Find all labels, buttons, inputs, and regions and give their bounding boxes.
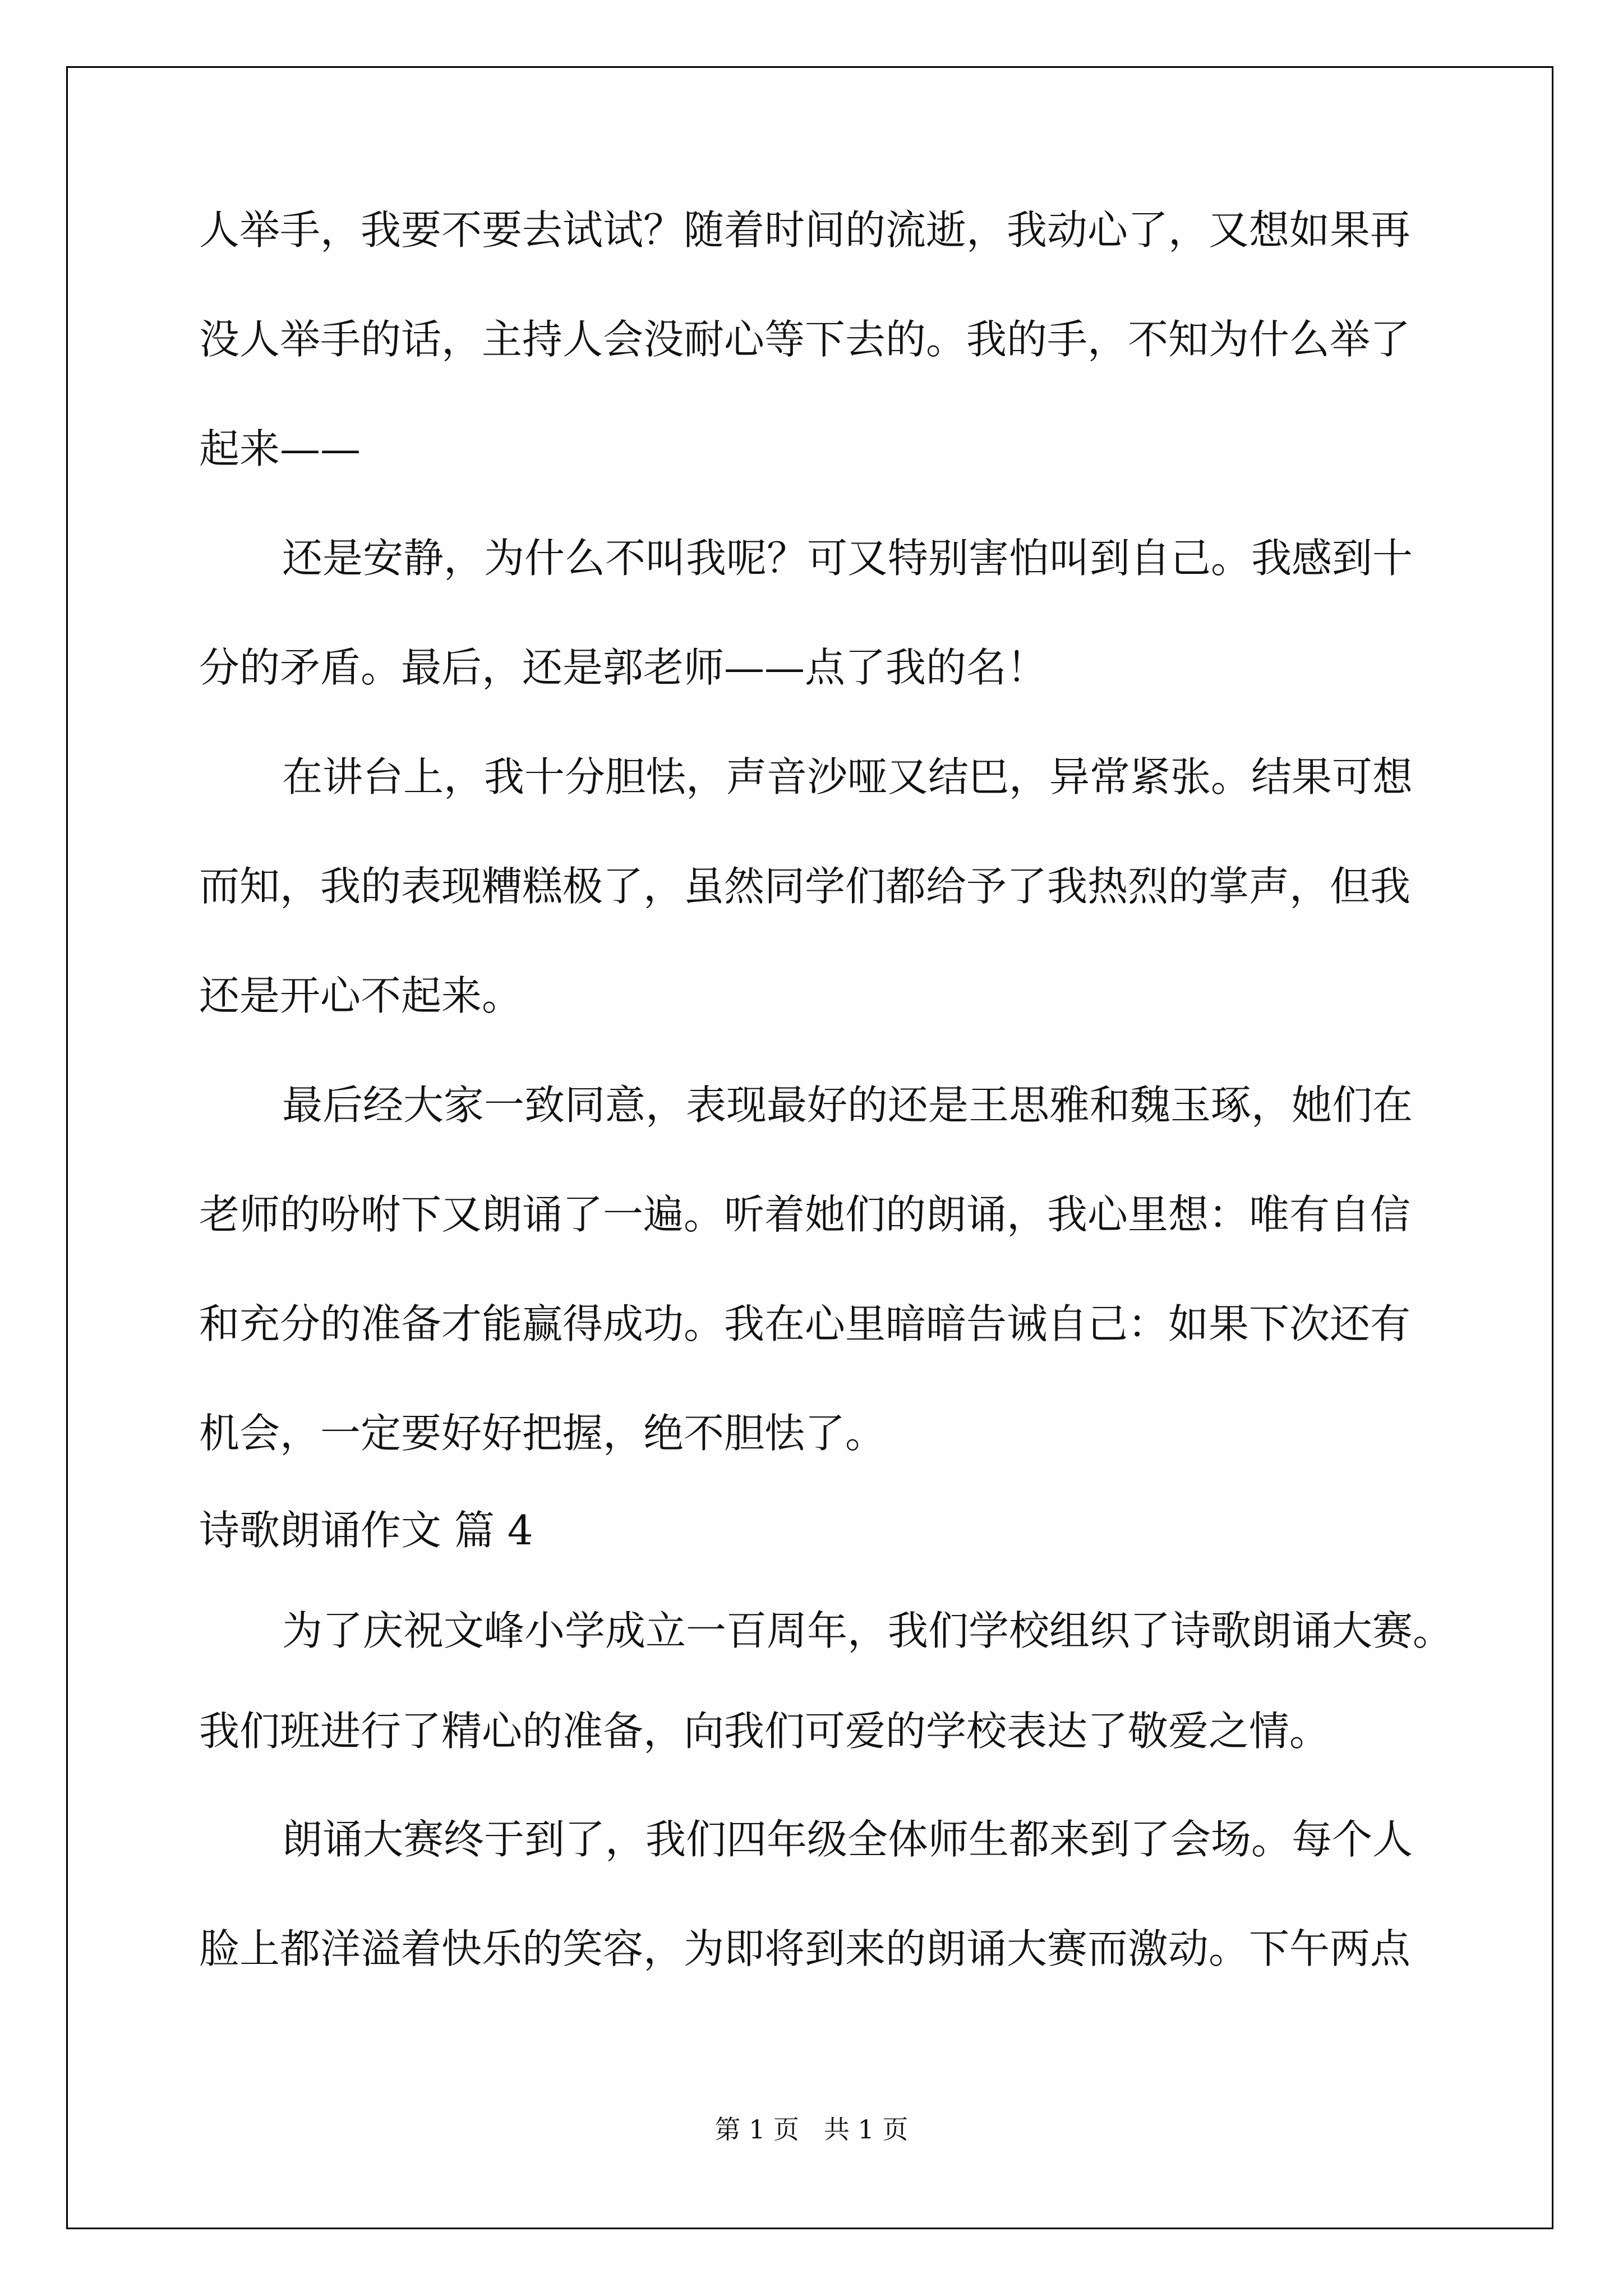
- text-line: 还是安静，为什么不叫我呢？可又特别害怕叫到自己。我感到十: [282, 535, 1413, 582]
- text-line: 脸上都洋溢着快乐的笑容，为即将到来的朗诵大赛而激动。下午两点: [199, 1925, 1411, 1972]
- text-line: 人举手，我要不要去试试？随着时间的流逝，我动心了，又想如果再: [199, 206, 1411, 254]
- text-line: 和充分的准备才能赢得成功。我在心里暗暗告诫自己：如果下次还有: [199, 1300, 1411, 1347]
- page-border: [66, 66, 1553, 2229]
- text-line: 朗诵大赛终于到了，我们四年级全体师生都来到了会场。每个人: [282, 1816, 1413, 1863]
- text-line: 还是开心不起来。: [199, 972, 523, 1019]
- text-line: 在讲台上，我十分胆怯，声音沙哑又结巴，异常紧张。结果可想: [282, 753, 1413, 800]
- text-line: 我们班进行了精心的准备，向我们可爱的学校表达了敬爱之情。: [199, 1708, 1330, 1755]
- text-line: 分的矛盾。最后，还是郭老师——点了我的名！: [199, 644, 1048, 691]
- text-line: 老师的吩咐下又朗诵了一遍。听着她们的朗诵，我心里想：唯有自信: [199, 1191, 1411, 1238]
- text-line: 为了庆祝文峰小学成立一百周年，我们学校组织了诗歌朗诵大赛。: [282, 1607, 1454, 1654]
- text-line: 机会，一定要好好把握，绝不胆怯了。: [199, 1410, 886, 1457]
- text-line: 没人举手的话，主持人会没耐心等下去的。我的手，不知为什么举了: [199, 316, 1411, 363]
- page-footer: 第 1 页 共 1 页: [714, 2114, 909, 2145]
- section-heading: 诗歌朗诵作文 篇 4: [199, 1507, 533, 1554]
- text-line: 最后经大家一致同意，表现最好的还是王思雅和魏玉琢，她们在: [282, 1082, 1413, 1129]
- text-line: 而知，我的表现糟糕极了，虽然同学们都给予了我热烈的掌声，但我: [199, 863, 1411, 910]
- text-line: 起来——: [199, 425, 361, 472]
